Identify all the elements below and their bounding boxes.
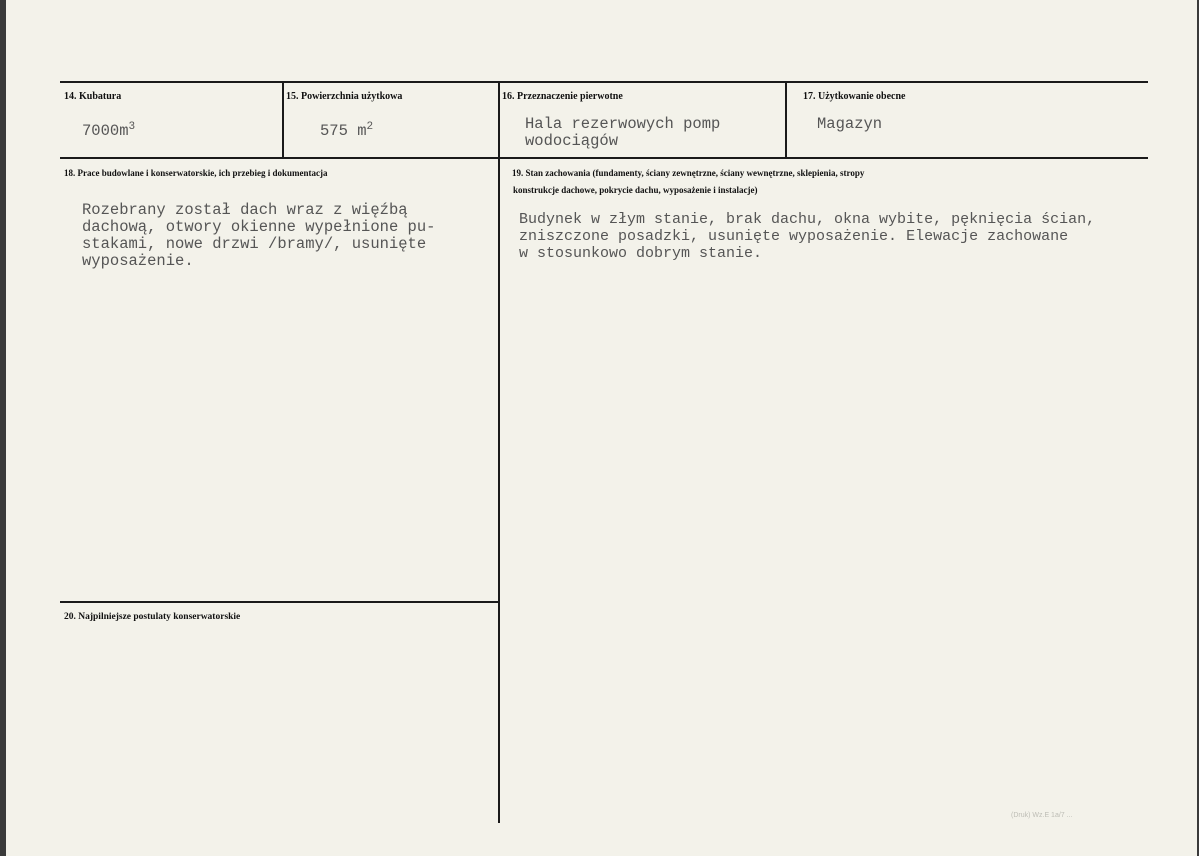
field-18-label: 18. Prace budowlane i konserwatorskie, ich przebieg i dokumentacja xyxy=(64,168,328,178)
field-16-label: 16. Przeznaczenie pierwotne xyxy=(502,91,623,102)
field-16-line: wodociągów xyxy=(525,132,619,150)
field-16-line: Hala rezerwowych pomp xyxy=(525,115,721,133)
field-19-label-line1: 19. Stan zachowania (fundamenty, ściany zewnętrzne, ściany wewnętrzne, sklepienia, stropy xyxy=(512,168,865,178)
field-19-value xyxy=(519,211,1095,262)
main-vertical-divider xyxy=(498,157,500,823)
field-18-line: dachową, otwory okienne wypełnione pu- xyxy=(82,218,436,236)
field-17-value: Magazyn xyxy=(817,115,883,133)
field-15-value: 575 $m^2$ xyxy=(320,121,374,140)
field-14-label: 14. Kubatura xyxy=(64,91,122,102)
header-row-bottom-rule xyxy=(60,157,1148,159)
field-18-value xyxy=(82,202,435,270)
section-20-top-rule xyxy=(60,601,500,603)
field-20-label: 20. Najpilniejsze postulaty konserwatorskie xyxy=(64,612,241,622)
field-18-line: stakami, nowe drzwi /bramy/, usunięte xyxy=(82,235,427,253)
field-19-label-line2: konstrukcje dachowe, pokrycie dachu, wyposażenie i instalacje) xyxy=(513,185,758,195)
field-16-value xyxy=(525,116,720,150)
divider-14-15 xyxy=(282,81,284,159)
field-18-line: wyposażenie. xyxy=(82,252,194,270)
record-card xyxy=(6,0,1197,856)
field-19-line: zniszczone posadzki, usunięte wyposażenie. Elewacje zachowane xyxy=(519,228,1069,245)
field-14-value: $7000m^3$ xyxy=(82,121,136,140)
divider-15-16 xyxy=(498,81,500,159)
divider-16-17 xyxy=(785,81,787,159)
field-17-label: 17. Użytkowanie obecne xyxy=(803,91,906,102)
print-code: (Druk) Wz.E 1a/7 ... xyxy=(1011,812,1073,819)
field-19-line: Budynek w złym stanie, brak dachu, okna wybite, pęknięcia ścian, xyxy=(519,211,1096,228)
field-18-line: Rozebrany został dach wraz z więźbą xyxy=(82,201,408,219)
top-rule xyxy=(60,81,1148,83)
field-19-line: w stosunkowo dobrym stanie. xyxy=(519,245,763,262)
field-15-label: 15. Powierzchnia użytkowa xyxy=(286,91,403,102)
